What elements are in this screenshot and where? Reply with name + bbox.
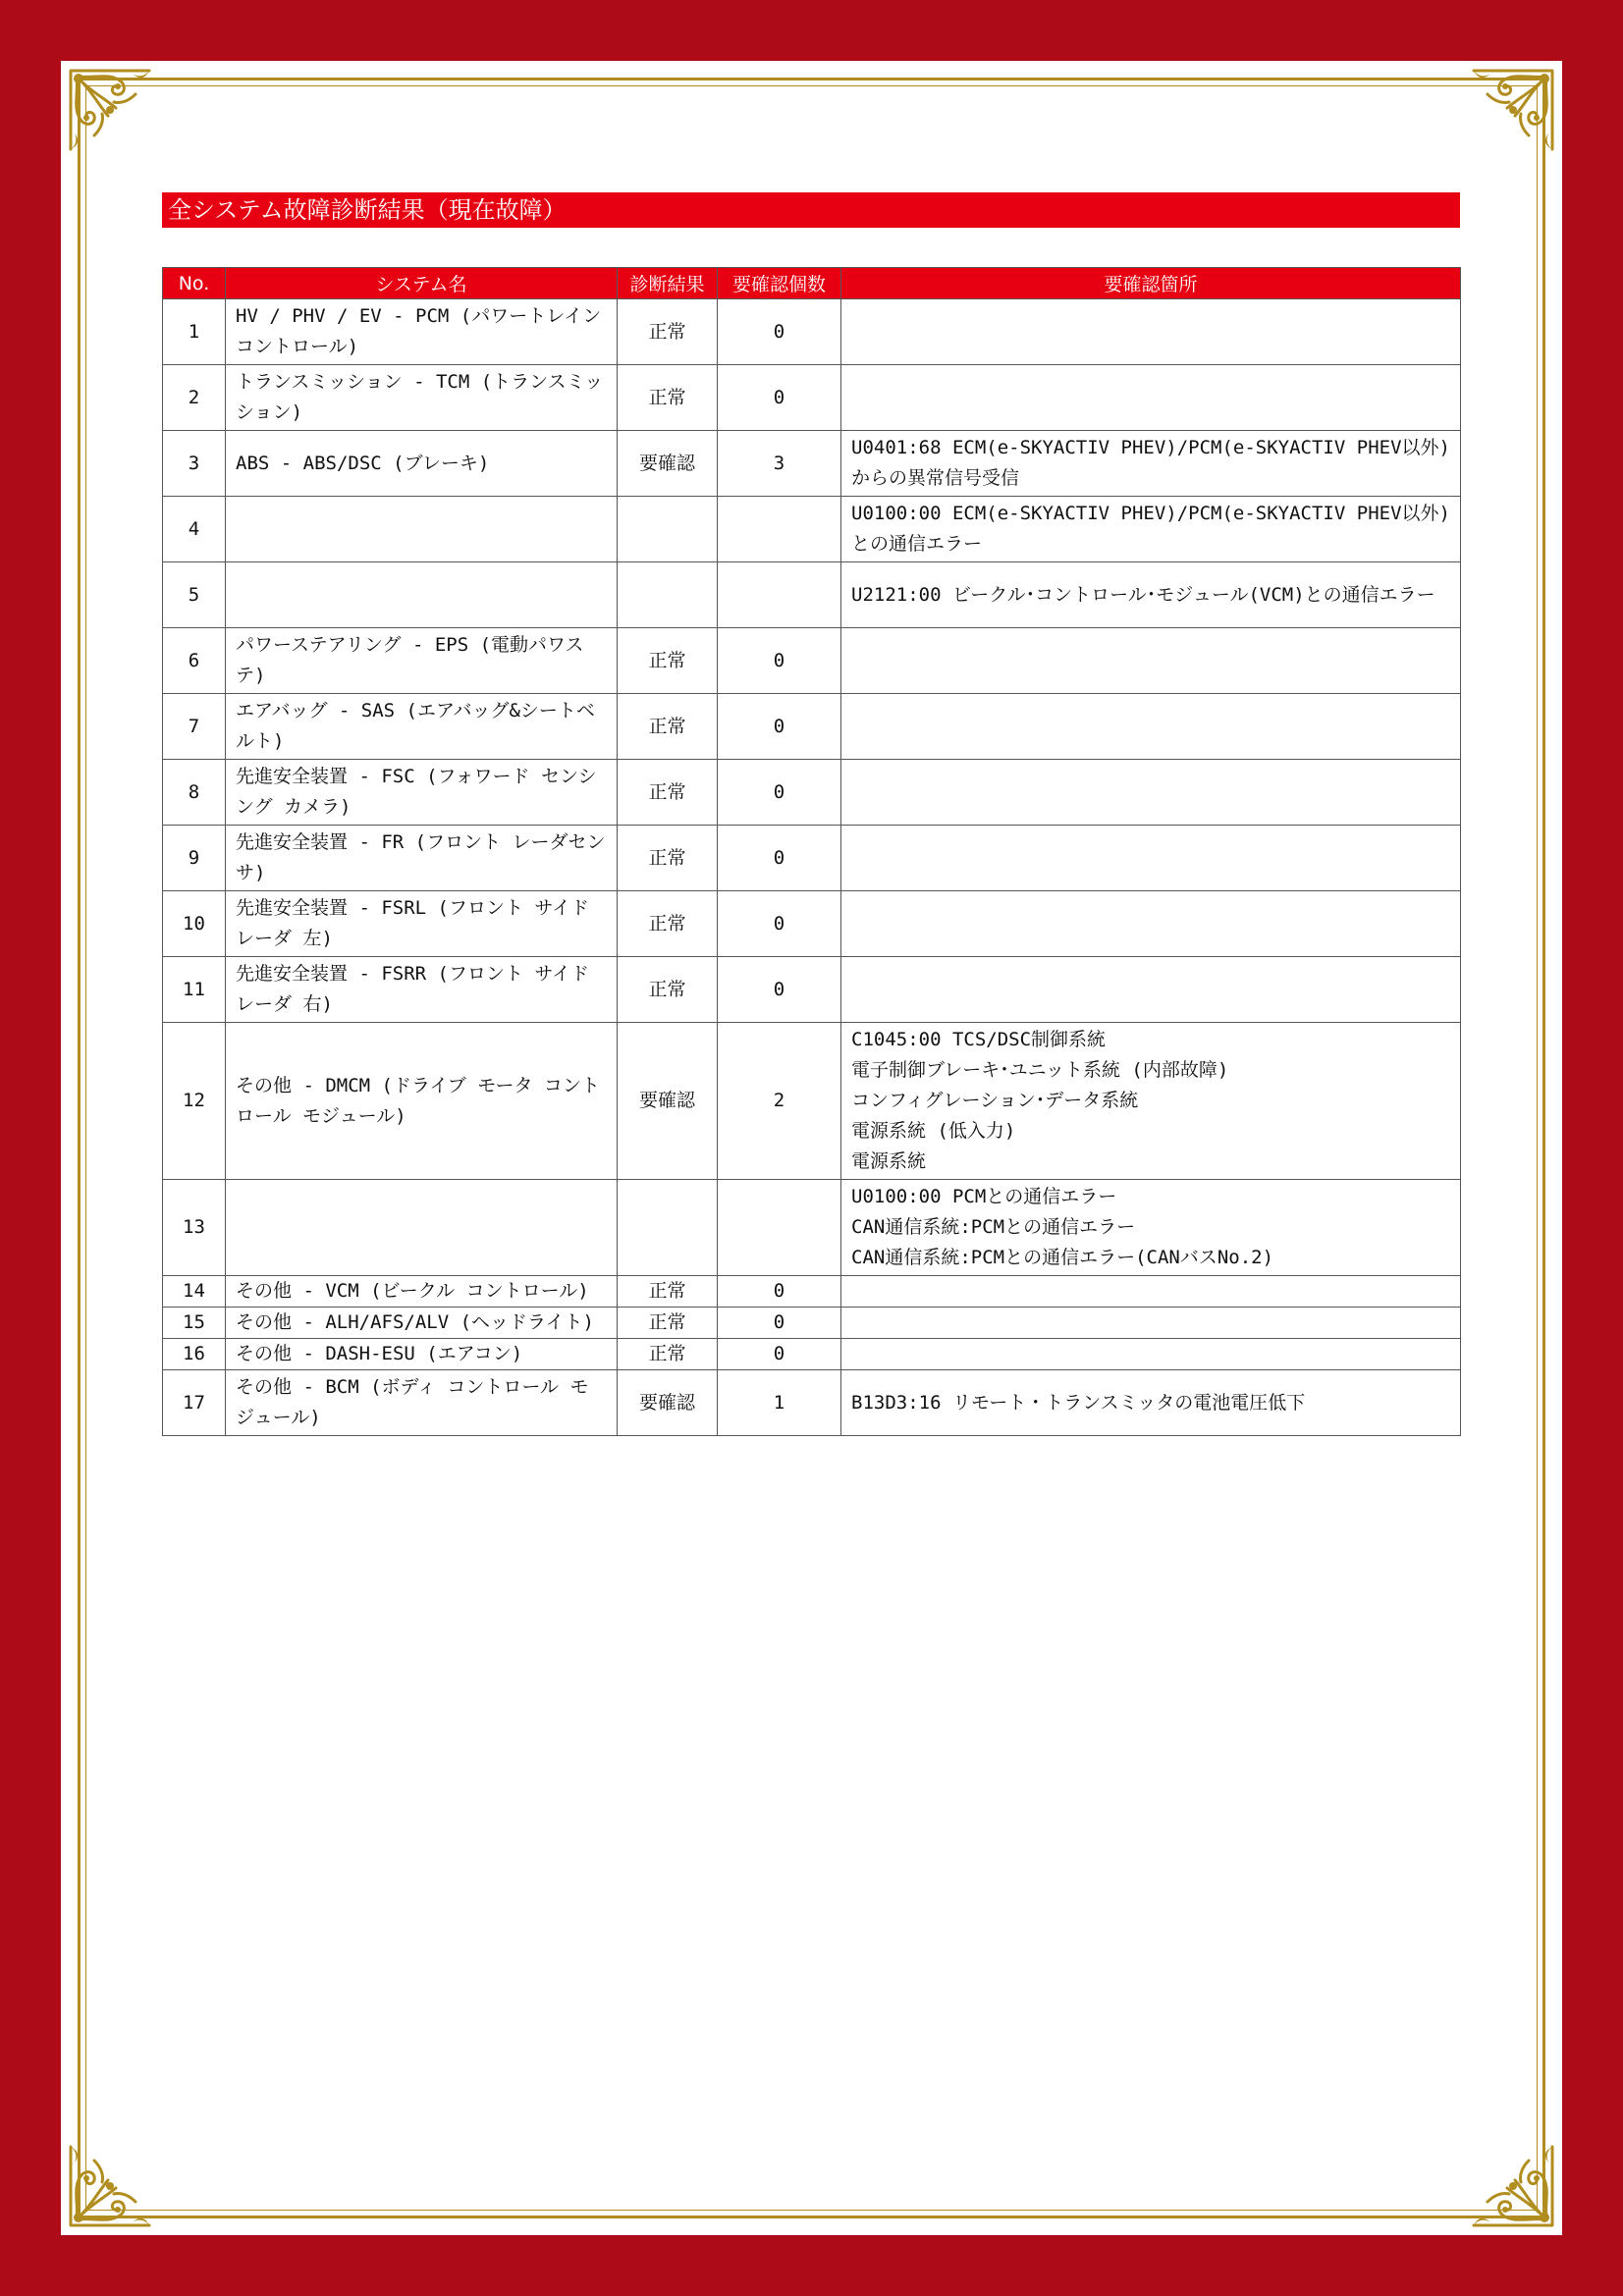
diagnosis-result [618, 1180, 718, 1276]
system-name: 先進安全装置 - FR (フロント レーダセンサ) [226, 826, 618, 891]
check-locations [841, 628, 1461, 694]
table-row [163, 760, 1461, 826]
check-locations [841, 1308, 1461, 1339]
diagnosis-result: 正常 [618, 891, 718, 957]
row-number: 12 [163, 1023, 226, 1180]
diagnosis-result: 要確認 [618, 1370, 718, 1436]
table-row [163, 826, 1461, 891]
section-title: 全システム故障診断結果（現在故障） [162, 192, 1460, 228]
row-number: 15 [163, 1308, 226, 1339]
diagnosis-result: 正常 [618, 826, 718, 891]
check-count: 0 [718, 1276, 841, 1308]
header-no: No. [163, 268, 226, 299]
check-locations [841, 1023, 1461, 1180]
table-row [163, 1023, 1461, 1180]
check-locations [841, 957, 1461, 1023]
system-name: ABS - ABS/DSC (ブレーキ) [226, 431, 618, 497]
header-check-count: 要確認個数 [718, 268, 841, 299]
check-location-item: 電源系統 (低入力) [851, 1120, 1016, 1142]
check-locations [841, 1276, 1461, 1308]
row-number: 14 [163, 1276, 226, 1308]
row-number: 1 [163, 299, 226, 365]
system-name: HV / PHV / EV - PCM (パワートレインコントロール) [226, 299, 618, 365]
check-location-item: CAN通信系統:PCMとの通信エラー [851, 1216, 1136, 1238]
system-name: その他 - DASH-ESU (エアコン) [226, 1339, 618, 1370]
check-count [718, 1180, 841, 1276]
row-number: 10 [163, 891, 226, 957]
system-name: 先進安全装置 - FSRR (フロント サイド レーダ 右) [226, 957, 618, 1023]
header-check-locations: 要確認箇所 [841, 268, 1461, 299]
table-row [163, 1308, 1461, 1339]
table-row [163, 891, 1461, 957]
system-name: エアバッグ - SAS (エアバッグ&シートベルト) [226, 694, 618, 760]
table-header-row [163, 268, 1461, 299]
table-row [163, 628, 1461, 694]
check-locations [841, 760, 1461, 826]
row-number: 6 [163, 628, 226, 694]
check-location-item: U2121:00 ビークル･コントロール･モジュール(VCM)との通信エラー [851, 583, 1435, 606]
check-location-item: U0100:00 ECM(e-SKYACTIV PHEV)/PCM(e-SKYACTIV PHEV以外)との通信エラー [851, 503, 1450, 555]
diagnosis-result: 正常 [618, 365, 718, 431]
diagnosis-result: 正常 [618, 628, 718, 694]
table-row [163, 694, 1461, 760]
check-count: 0 [718, 957, 841, 1023]
row-number: 7 [163, 694, 226, 760]
check-locations [841, 497, 1461, 562]
check-count: 0 [718, 826, 841, 891]
table-row [163, 431, 1461, 497]
table-row [163, 365, 1461, 431]
corner-ornament-icon [1468, 2141, 1558, 2231]
check-count [718, 562, 841, 628]
row-number: 9 [163, 826, 226, 891]
table-row [163, 562, 1461, 628]
check-location-item: U0100:00 PCMとの通信エラー [851, 1186, 1117, 1207]
system-name: その他 - VCM (ビークル コントロール) [226, 1276, 618, 1308]
check-location-item: B13D3:16 リモート・トランスミッタの電池電圧低下 [851, 1391, 1306, 1414]
diagnosis-result: 正常 [618, 694, 718, 760]
diagnosis-result: 正常 [618, 1276, 718, 1308]
table-row [163, 1339, 1461, 1370]
check-location-item: U0401:68 ECM(e-SKYACTIV PHEV)/PCM(e-SKYACTIV PHEV以外)からの異常信号受信 [851, 437, 1450, 489]
check-locations [841, 299, 1461, 365]
diagnosis-table [162, 267, 1461, 1436]
system-name: その他 - ALH/AFS/ALV (ヘッドライト) [226, 1308, 618, 1339]
table-row [163, 299, 1461, 365]
check-count: 1 [718, 1370, 841, 1436]
row-number: 17 [163, 1370, 226, 1436]
check-locations [841, 1180, 1461, 1276]
check-count: 0 [718, 760, 841, 826]
check-count: 0 [718, 365, 841, 431]
check-locations [841, 1370, 1461, 1436]
corner-ornament-icon [65, 2141, 155, 2231]
system-name: トランスミッション - TCM (トランスミッション) [226, 365, 618, 431]
system-name: パワーステアリング - EPS (電動パワステ) [226, 628, 618, 694]
table-body [163, 299, 1461, 1436]
check-locations [841, 1339, 1461, 1370]
diagnosis-result: 正常 [618, 1339, 718, 1370]
check-locations [841, 431, 1461, 497]
diagnosis-result [618, 562, 718, 628]
row-number: 3 [163, 431, 226, 497]
check-count [718, 497, 841, 562]
system-name: 先進安全装置 - FSC (フォワード センシング カメラ) [226, 760, 618, 826]
check-count: 0 [718, 628, 841, 694]
table-row [163, 1180, 1461, 1276]
header-system-name: システム名 [226, 268, 618, 299]
diagnosis-result: 正常 [618, 1308, 718, 1339]
diagnosis-result: 正常 [618, 957, 718, 1023]
table-row [163, 1370, 1461, 1436]
check-locations [841, 694, 1461, 760]
diagnosis-result: 正常 [618, 299, 718, 365]
table-row [163, 957, 1461, 1023]
corner-ornament-icon [65, 65, 155, 155]
check-count: 0 [718, 891, 841, 957]
check-location-item: C1045:00 TCS/DSC制御系統 [851, 1029, 1107, 1050]
row-number: 4 [163, 497, 226, 562]
diagnosis-result: 要確認 [618, 1023, 718, 1180]
check-location-item: コンフィグレーション･データ系統 [851, 1090, 1139, 1111]
check-count: 0 [718, 299, 841, 365]
row-number: 8 [163, 760, 226, 826]
system-name: 先進安全装置 - FSRL (フロント サイド レーダ 左) [226, 891, 618, 957]
system-name [226, 1180, 618, 1276]
row-number: 5 [163, 562, 226, 628]
check-locations [841, 826, 1461, 891]
check-location-item: 電源系統 [851, 1150, 927, 1172]
check-location-item: CAN通信系統:PCMとの通信エラー(CANバスNo.2) [851, 1247, 1274, 1268]
check-count: 2 [718, 1023, 841, 1180]
check-count: 0 [718, 1339, 841, 1370]
row-number: 11 [163, 957, 226, 1023]
check-location-item: 電子制御ブレーキ･ユニット系統 (内部故障) [851, 1059, 1229, 1081]
row-number: 2 [163, 365, 226, 431]
system-name: その他 - DMCM (ドライブ モータ コントロール モジュール) [226, 1023, 618, 1180]
table-row [163, 1276, 1461, 1308]
diagnosis-result: 要確認 [618, 431, 718, 497]
check-count: 0 [718, 694, 841, 760]
row-number: 13 [163, 1180, 226, 1276]
diagnosis-result: 正常 [618, 760, 718, 826]
system-name [226, 497, 618, 562]
check-locations [841, 562, 1461, 628]
corner-ornament-icon [1468, 65, 1558, 155]
check-locations [841, 365, 1461, 431]
system-name [226, 562, 618, 628]
header-result: 診断結果 [618, 268, 718, 299]
check-count: 3 [718, 431, 841, 497]
system-name: その他 - BCM (ボディ コントロール モジュール) [226, 1370, 618, 1436]
table-row [163, 497, 1461, 562]
check-locations [841, 891, 1461, 957]
check-count: 0 [718, 1308, 841, 1339]
diagnosis-result [618, 497, 718, 562]
certificate-sheet [61, 61, 1562, 2235]
row-number: 16 [163, 1339, 226, 1370]
